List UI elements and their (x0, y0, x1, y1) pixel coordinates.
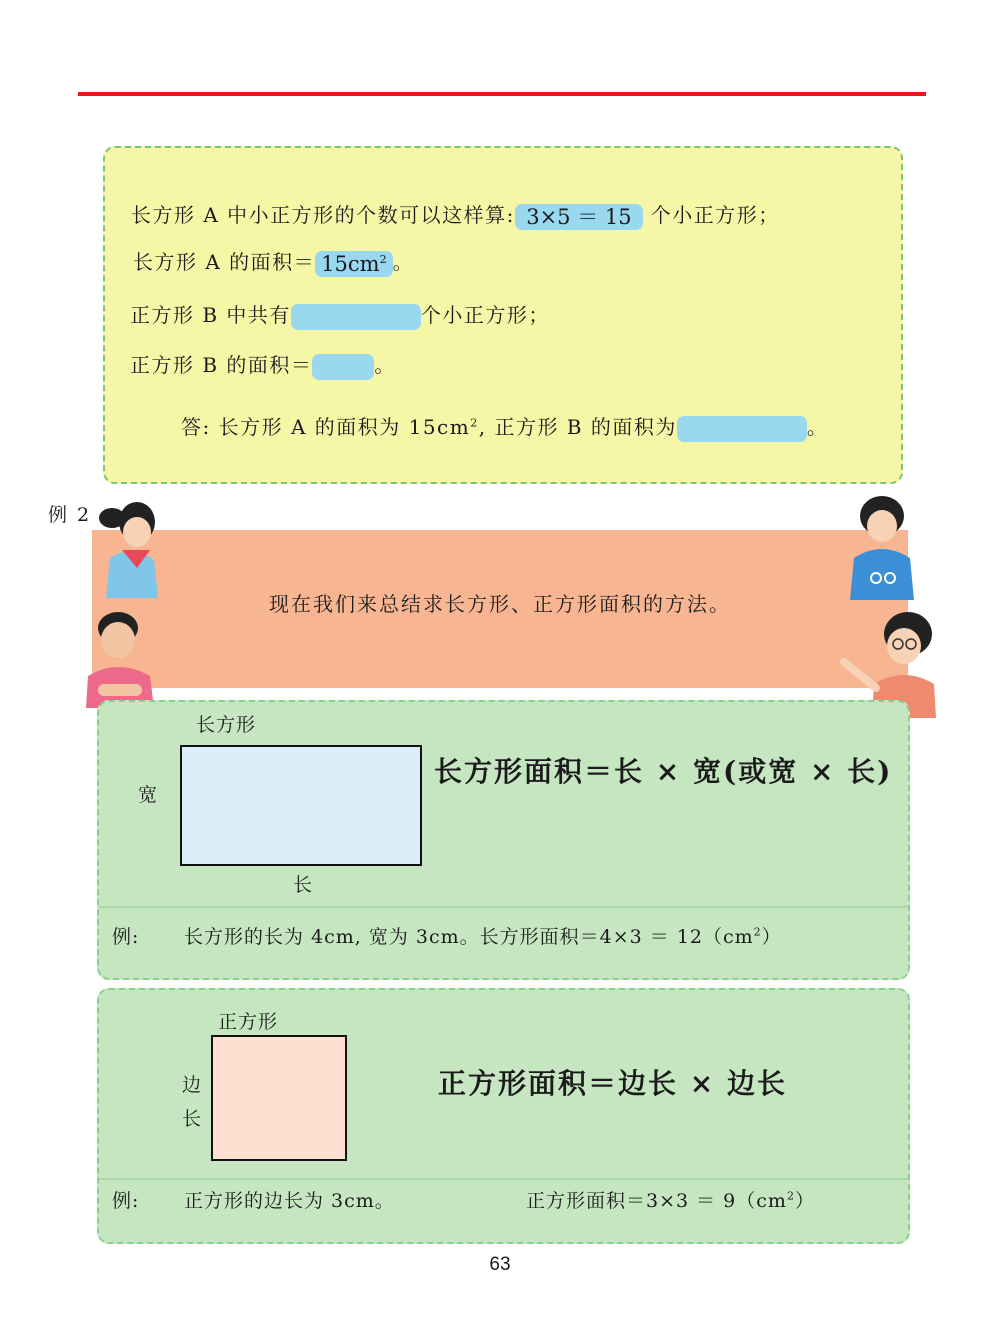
rectangle-area-formula: 长方形面积＝长 × 宽(或宽 × 长) (434, 755, 893, 788)
calculation-panel (103, 146, 903, 484)
rectangle-length-label: 长 (293, 874, 314, 896)
blank-input-count[interactable] (291, 304, 421, 330)
answer-line: 答: 长方形 A 的面积为 $15cm^2$, 正方形 B 的面积为 。 (181, 412, 828, 442)
square-figure (211, 1035, 347, 1161)
line-square-b-count: 正方形 B 中共有 个小正方形； (130, 300, 550, 330)
square-example-text-2: 正方形面积$=3\times 3 = 9(cm^2)$ (526, 1189, 815, 1212)
square-title: 正方形 (218, 1011, 279, 1033)
girl-blue-sweater-illustration (846, 494, 918, 606)
square-side-label-1: 边 (182, 1074, 203, 1096)
rectangle-panel-divider (99, 906, 908, 908)
square-example-label: 例: (112, 1190, 140, 1212)
rectangle-title: 长方形 (196, 714, 257, 736)
rectangle-width-label: 宽 (138, 784, 159, 806)
blank-input-answer[interactable] (677, 416, 807, 442)
page-number: 63 (489, 1254, 511, 1275)
square-example-text-1: 正方形的边长为 3cm。 (184, 1190, 395, 1212)
example-label: 例 2 (48, 504, 92, 526)
summary-text: 现在我们来总结求长方形、正方形面积的方法。 (269, 592, 731, 616)
line-rect-a-area: 长方形 A 的面积＝ $15cm^2$ 。 (133, 250, 415, 276)
line-square-b-area: 正方形 B 的面积＝ 。 (130, 350, 396, 380)
blank-input-area[interactable] (312, 354, 374, 380)
answer-pill-count: 3×5 ＝ 15 (515, 204, 643, 230)
square-area-formula: 正方形面积＝边长 × 边长 (438, 1067, 787, 1100)
rectangle-example-text: 长方形的长为 4cm, 宽为 3cm。长方形面积$=4\times 3 = 12(cm^2)$ (184, 925, 782, 948)
top-rule (78, 92, 926, 96)
rectangle-figure (180, 745, 422, 866)
rectangle-example-label: 例: (112, 926, 140, 948)
boy-arms-crossed-illustration (84, 606, 158, 710)
line-rect-a-count: 长方形 A 中小正方形的个数可以这样算: 3×5 ＝ 15 个小正方形； (131, 203, 780, 229)
square-side-label-2: 长 (182, 1108, 203, 1130)
square-panel-divider (99, 1178, 908, 1180)
girl-with-scarf-illustration (92, 498, 162, 608)
answer-pill-area: $15cm^2$ (315, 251, 392, 277)
